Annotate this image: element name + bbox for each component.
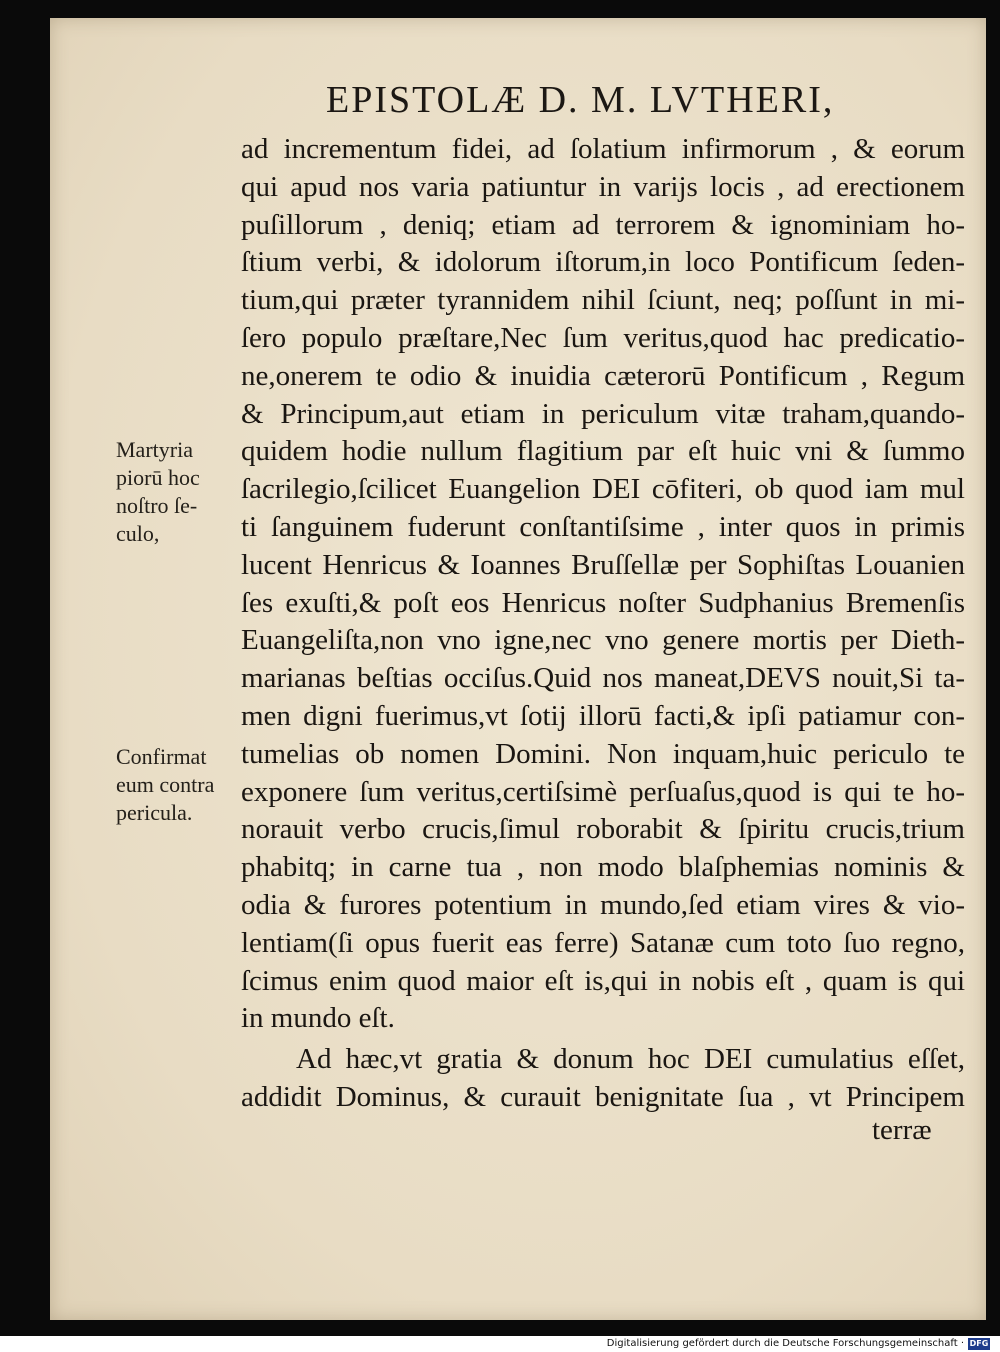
body-text-line: qui apud nos varia patiuntur in varijs locis , ad erectionem — [241, 170, 965, 203]
body-text-line: Euangeliſta,non vno igne,nec vno genere mortis per Dieth- — [241, 624, 965, 657]
running-head: EPISTOLÆ D. M. LVTHERI, — [326, 79, 835, 121]
dfg-logo-icon: DFG — [969, 1339, 989, 1348]
footer-credit: Digitalisierung gefördert durch die Deutsche Forschungsgemeinschaft · — [606, 1338, 964, 1349]
body-text-line: norauit verbo crucis,ſimul roborabit & ſpiritu crucis,trium — [241, 813, 965, 846]
marginal-note-line: noſtro ſe- — [116, 493, 198, 518]
body-text-line: lucent Henricus & Ioannes Bruſſellæ per Sophiſtas Louanien — [241, 548, 965, 581]
body-text-line: & Principum,aut etiam in periculum vitæ traham,quando- — [241, 397, 965, 430]
body-text-line: exponere ſum veritus,certiſsimè perſuaſus,quod is qui te ho- — [241, 775, 965, 808]
marginal-note-martyria — [116, 436, 246, 548]
marginal-note-line: eum contra — [116, 772, 215, 797]
catchword: terræ — [872, 1114, 932, 1146]
body-text-line: odia & furores potentium in mundo,ſed etiam vires & vio- — [241, 889, 965, 921]
body-text-line: ſtium verbi, & idolorum iſtorum,in loco Pontificum ſeden- — [241, 246, 965, 279]
body-text-line: ne,onerem te odio & inuidia cæterorū Pontificum , Regum — [241, 359, 965, 392]
body-text-line: ſcimus enim quod maior eſt is,qui in nobis eſt , quam is qui — [241, 964, 965, 997]
body-text-line: ti ſanguinem fuderunt conſtantiſsime , inter quos in primis — [241, 511, 965, 543]
body-text-line: puſillorum , deniq; etiam ad terrorem & ignominiam ho- — [241, 208, 965, 241]
body-text-line: Ad hæc,vt gratia & donum hoc DEI cumulatius eſſet, — [296, 1043, 965, 1076]
marginal-note-line: pericula. — [116, 800, 193, 825]
body-text-line: tumelias ob nomen Domini. Non inquam,huic periculo te — [241, 737, 965, 770]
body-text-line: marianas beſtias occiſus.Quid nos maneat,DEVS nouit,Si ta- — [241, 662, 965, 695]
body-text-line: in mundo eſt. — [241, 1002, 395, 1035]
body-text-line: ſacrilegio,ſcilicet Euangelion DEI cōfiteri, ob quod iam mul — [241, 473, 965, 506]
marginal-note-line: Confirmat — [116, 744, 207, 769]
body-text-line: ſero populo præſtare,Nec ſum veritus,quod hac predicatio- — [241, 322, 965, 354]
marginal-note-line: Martyria — [116, 437, 193, 462]
marginal-note-line: piorū hoc — [116, 465, 200, 490]
body-text-line: lentiam(ſi opus fuerit eas ferre) Satanæ cum toto ſuo regno, — [241, 926, 965, 959]
body-text-line: men digni fuerimus,vt ſotij illorū facti,& ipſi patiamur con- — [241, 700, 965, 732]
body-text-line: quidem hodie nullum flagitium par eſt huic vni & ſummo — [241, 435, 965, 468]
body-text-line: phabitq; in carne tua , non modo blaſphemias nominis & — [241, 851, 965, 884]
body-text-line: ad incrementum fidei, ad ſolatium infirmorum , & eorum — [241, 133, 965, 165]
marginal-note-line: culo, — [116, 521, 160, 546]
body-text-line: addidit Dominus, & curauit benignitate ſua , vt Principem — [241, 1081, 965, 1114]
body-text-line: ſes exuſti,& poſt eos Henricus noſter Sudphanius Bremenſis — [241, 586, 965, 619]
body-text-line: tium,qui præter tyrannidem nihil ſciunt, neq; poſſunt in mi- — [241, 284, 965, 317]
marginal-note-confirmat — [116, 743, 246, 827]
